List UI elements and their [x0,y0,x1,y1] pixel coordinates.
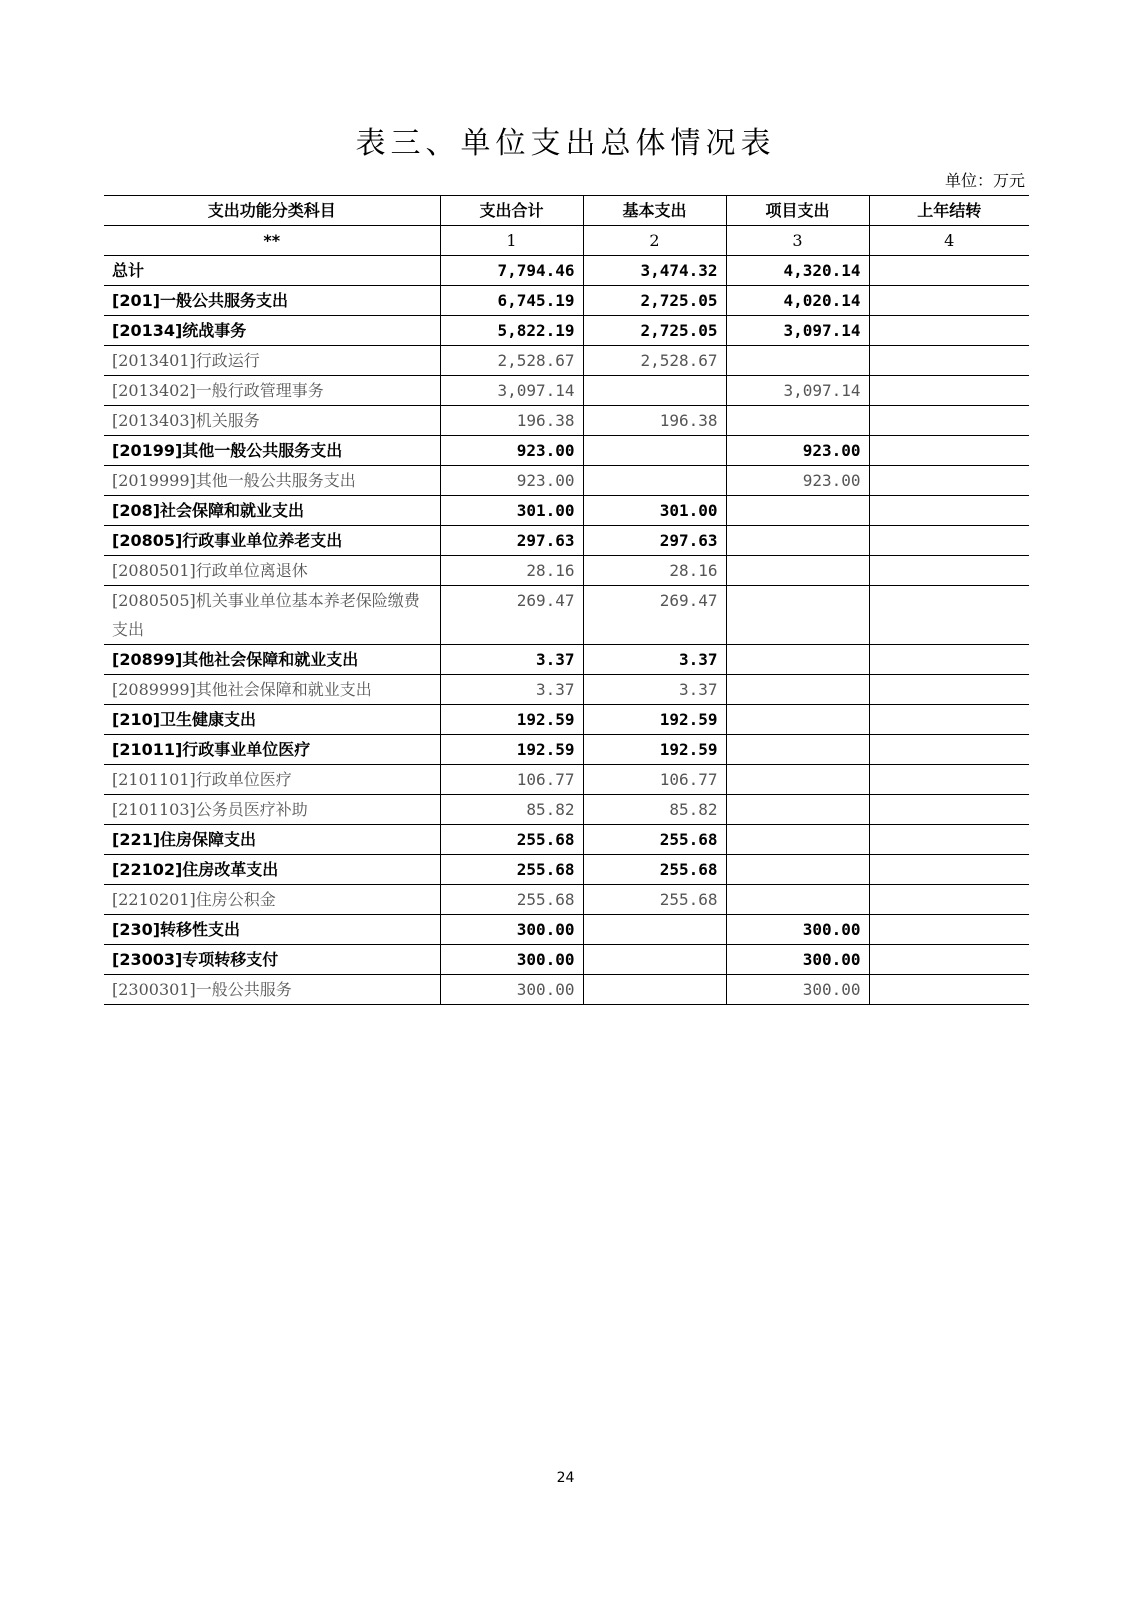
row-total-cell: 300.00 [440,945,583,975]
table-row [104,915,1029,945]
table-row [104,735,1029,765]
row-basic-cell: 2,725.05 [583,286,726,316]
table-row [104,795,1029,825]
row-name-cell: [2210201]住房公积金 [104,885,440,915]
header-basic: 基本支出 [583,196,726,226]
row-basic-cell: 3.37 [583,675,726,705]
row-name-cell: [2013401]行政运行 [104,346,440,376]
row-total-cell: 255.68 [440,855,583,885]
row-project-cell: 923.00 [726,466,869,496]
row-basic-cell: 3,474.32 [583,256,726,286]
row-project-cell [726,526,869,556]
index-cell: 4 [869,226,1029,256]
row-name-cell: [22102]住房改革支出 [104,855,440,885]
row-project-cell: 4,020.14 [726,286,869,316]
row-carryover-cell [869,915,1029,945]
row-name-cell: [208]社会保障和就业支出 [104,496,440,526]
row-basic-cell: 297.63 [583,526,726,556]
row-total-cell: 6,745.19 [440,286,583,316]
header-function-category: 支出功能分类科目 [104,196,440,226]
row-name-cell: [2089999]其他社会保障和就业支出 [104,675,440,705]
row-carryover-cell [869,705,1029,735]
table-body [104,256,1029,1005]
table-row [104,556,1029,586]
table-row [104,945,1029,975]
row-total-cell: 7,794.46 [440,256,583,286]
table-row [104,765,1029,795]
row-project-cell: 3,097.14 [726,316,869,346]
row-total-cell: 300.00 [440,915,583,945]
row-total-cell: 923.00 [440,466,583,496]
table-row [104,855,1029,885]
row-total-cell: 2,528.67 [440,346,583,376]
row-project-cell [726,496,869,526]
page-number: 24 [556,1470,575,1486]
table-row [104,526,1029,556]
row-name-cell: [221]住房保障支出 [104,825,440,855]
header-carryover: 上年结转 [869,196,1029,226]
row-basic-cell: 2,725.05 [583,316,726,346]
table-row [104,825,1029,855]
row-name-cell: [20199]其他一般公共服务支出 [104,436,440,466]
row-carryover-cell [869,496,1029,526]
row-carryover-cell [869,376,1029,406]
row-basic-cell: 85.82 [583,795,726,825]
row-name-cell: [210]卫生健康支出 [104,705,440,735]
row-project-cell [726,645,869,675]
row-basic-cell [583,436,726,466]
row-project-cell [726,586,869,645]
row-total-cell: 297.63 [440,526,583,556]
row-carryover-cell [869,735,1029,765]
row-total-cell: 301.00 [440,496,583,526]
index-cell: ** [104,226,440,256]
row-carryover-cell [869,645,1029,675]
row-total-cell: 3,097.14 [440,376,583,406]
row-carryover-cell [869,316,1029,346]
row-total-cell: 28.16 [440,556,583,586]
table-row [104,975,1029,1005]
row-project-cell [726,556,869,586]
table-row [104,346,1029,376]
row-total-cell: 3.37 [440,645,583,675]
row-carryover-cell [869,256,1029,286]
row-basic-cell: 3.37 [583,645,726,675]
table-row [104,466,1029,496]
row-project-cell: 4,320.14 [726,256,869,286]
index-cell: 2 [583,226,726,256]
row-total-cell: 85.82 [440,795,583,825]
row-name-cell: [2013403]机关服务 [104,406,440,436]
row-name-cell: [201]一般公共服务支出 [104,286,440,316]
row-project-cell [726,765,869,795]
row-name-cell: [21011]行政事业单位医疗 [104,735,440,765]
table-row [104,645,1029,675]
row-total-cell: 5,822.19 [440,316,583,346]
row-name-cell: [2019999]其他一般公共服务支出 [104,466,440,496]
index-cell: 3 [726,226,869,256]
row-project-cell [726,855,869,885]
row-project-cell [726,406,869,436]
table-row [104,286,1029,316]
header-total: 支出合计 [440,196,583,226]
row-project-cell [726,705,869,735]
row-basic-cell: 301.00 [583,496,726,526]
table-row [104,675,1029,705]
row-name-cell: [2101103]公务员医疗补助 [104,795,440,825]
row-carryover-cell [869,765,1029,795]
row-basic-cell: 106.77 [583,765,726,795]
table-row [104,436,1029,466]
row-total-cell: 192.59 [440,735,583,765]
row-basic-cell [583,975,726,1005]
row-project-cell [726,885,869,915]
row-total-cell: 300.00 [440,975,583,1005]
row-carryover-cell [869,675,1029,705]
expenditure-table [104,195,1029,1005]
page-title: 表三、单位支出总体情况表 [355,126,776,161]
row-project-cell: 300.00 [726,945,869,975]
row-basic-cell [583,376,726,406]
row-name-cell: [2080501]行政单位离退休 [104,556,440,586]
row-project-cell: 300.00 [726,975,869,1005]
row-name-cell: [2101101]行政单位医疗 [104,765,440,795]
unit-label: 单位：万元 [944,171,1025,190]
row-project-cell: 923.00 [726,436,869,466]
row-name-cell: [20899]其他社会保障和就业支出 [104,645,440,675]
row-total-cell: 196.38 [440,406,583,436]
row-carryover-cell [869,855,1029,885]
row-carryover-cell [869,975,1029,1005]
row-basic-cell: 28.16 [583,556,726,586]
table-row [104,705,1029,735]
row-project-cell: 3,097.14 [726,376,869,406]
row-total-cell: 255.68 [440,825,583,855]
row-basic-cell: 192.59 [583,705,726,735]
table-header-row [104,196,1029,226]
row-carryover-cell [869,436,1029,466]
row-basic-cell: 269.47 [583,586,726,645]
row-name-cell: [230]转移性支出 [104,915,440,945]
row-carryover-cell [869,526,1029,556]
row-total-cell: 255.68 [440,885,583,915]
row-name-cell: [2300301]一般公共服务 [104,975,440,1005]
row-name-cell: [20805]行政事业单位养老支出 [104,526,440,556]
row-name-cell: [23003]专项转移支付 [104,945,440,975]
row-carryover-cell [869,556,1029,586]
table-row [104,256,1029,286]
row-total-cell: 106.77 [440,765,583,795]
row-basic-cell: 2,528.67 [583,346,726,376]
table-row [104,885,1029,915]
row-carryover-cell [869,466,1029,496]
row-basic-cell [583,915,726,945]
row-name-cell: [20134]统战事务 [104,316,440,346]
row-basic-cell [583,945,726,975]
table-row [104,376,1029,406]
row-total-cell: 3.37 [440,675,583,705]
row-project-cell [726,795,869,825]
row-carryover-cell [869,795,1029,825]
table-index-row [104,226,1029,256]
table-row [104,586,1029,645]
row-carryover-cell [869,825,1029,855]
row-project-cell [726,735,869,765]
row-total-cell: 923.00 [440,436,583,466]
row-project-cell [726,346,869,376]
row-carryover-cell [869,406,1029,436]
row-project-cell [726,675,869,705]
row-basic-cell [583,466,726,496]
index-cell: 1 [440,226,583,256]
table-row [104,316,1029,346]
table-row [104,406,1029,436]
header-project: 项目支出 [726,196,869,226]
row-basic-cell: 255.68 [583,825,726,855]
row-basic-cell: 255.68 [583,855,726,885]
row-project-cell: 300.00 [726,915,869,945]
table-row [104,496,1029,526]
row-carryover-cell [869,885,1029,915]
row-name-cell: 总计 [104,256,440,286]
row-basic-cell: 255.68 [583,885,726,915]
row-total-cell: 192.59 [440,705,583,735]
row-basic-cell: 192.59 [583,735,726,765]
row-name-cell: [2080505]机关事业单位基本养老保险缴费支出 [104,586,440,645]
row-total-cell: 269.47 [440,586,583,645]
row-carryover-cell [869,945,1029,975]
row-carryover-cell [869,286,1029,316]
row-name-cell: [2013402]一般行政管理事务 [104,376,440,406]
row-basic-cell: 196.38 [583,406,726,436]
row-carryover-cell [869,586,1029,645]
row-project-cell [726,825,869,855]
row-carryover-cell [869,346,1029,376]
